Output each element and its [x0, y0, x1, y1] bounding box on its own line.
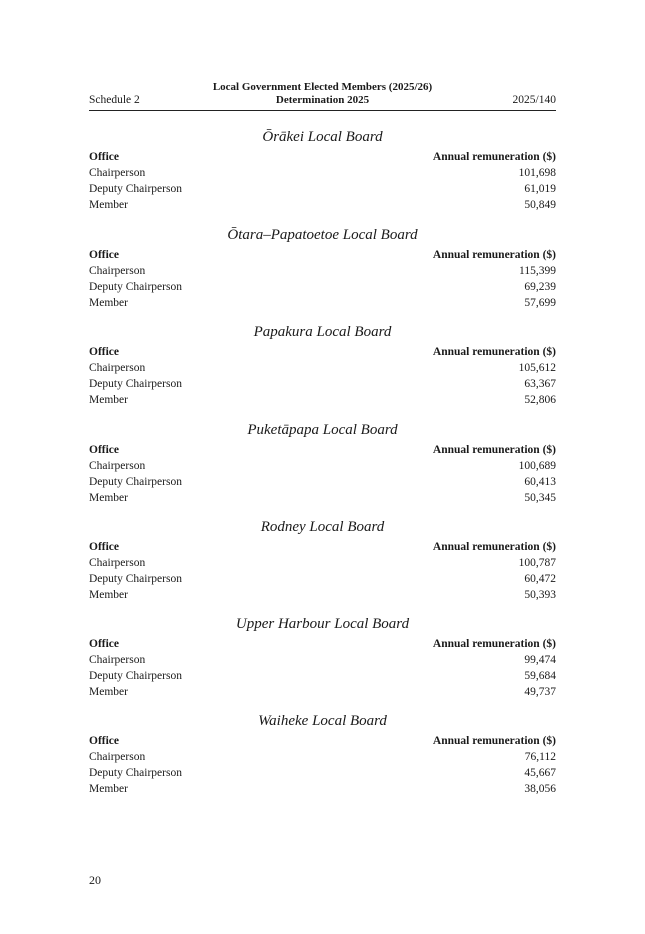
office-cell: Deputy Chairperson [89, 767, 182, 779]
remuneration-column-header: Annual remuneration ($) [432, 151, 556, 163]
board-title: Papakura Local Board [253, 324, 392, 340]
amount-cell: 50,393 [524, 589, 556, 601]
board-section [89, 711, 556, 797]
schedule-label: Schedule 2 [89, 94, 140, 106]
board-section [89, 322, 556, 408]
table-row [89, 295, 556, 311]
page-number: 20 [89, 873, 101, 887]
document-title [89, 81, 556, 107]
office-cell: Chairperson [89, 460, 146, 472]
table-row [89, 555, 556, 571]
office-column-header: Office [89, 249, 120, 261]
table-row [89, 360, 556, 376]
board-title: Rodney Local Board [260, 519, 385, 535]
table-header [89, 247, 556, 263]
remuneration-column-header: Annual remuneration ($) [432, 249, 556, 261]
amount-cell: 105,612 [518, 362, 556, 374]
office-cell: Deputy Chairperson [89, 281, 182, 293]
board-section [89, 517, 556, 603]
office-column-header: Office [89, 735, 120, 747]
office-cell: Deputy Chairperson [89, 573, 182, 585]
office-column-header: Office [89, 541, 120, 553]
office-cell: Deputy Chairperson [89, 378, 182, 390]
table-header [89, 539, 556, 555]
office-cell: Member [89, 686, 128, 698]
table-row [89, 652, 556, 668]
office-cell: Deputy Chairperson [89, 183, 182, 195]
office-column-header: Office [89, 444, 120, 456]
amount-cell: 57,699 [524, 297, 556, 309]
table-row [89, 263, 556, 279]
office-column-header: Office [89, 638, 120, 650]
amount-cell: 38,056 [524, 783, 556, 795]
page-header [89, 80, 556, 111]
office-cell: Member [89, 297, 128, 309]
office-cell: Chairperson [89, 654, 146, 666]
table-row [89, 474, 556, 490]
amount-cell: 99,474 [524, 654, 556, 666]
remuneration-column-header: Annual remuneration ($) [432, 346, 556, 358]
office-cell: Member [89, 783, 128, 795]
remuneration-column-header: Annual remuneration ($) [432, 735, 556, 747]
document-title-line1: Local Government Elected Members (2025/26) [212, 81, 433, 93]
office-column-header: Office [89, 346, 120, 358]
table-row [89, 765, 556, 781]
amount-cell: 45,667 [524, 767, 556, 779]
amount-cell: 60,472 [524, 573, 556, 585]
board-title: Ōrākei Local Board [262, 129, 383, 145]
amount-cell: 100,787 [518, 557, 556, 569]
table-row [89, 749, 556, 765]
amount-cell: 115,399 [519, 265, 556, 277]
amount-cell: 50,849 [524, 199, 556, 211]
office-cell: Chairperson [89, 265, 146, 277]
table-row [89, 165, 556, 181]
office-cell: Member [89, 492, 128, 504]
amount-cell: 69,239 [524, 281, 556, 293]
table-row [89, 181, 556, 197]
table-row [89, 571, 556, 587]
table-row [89, 684, 556, 700]
document-number: 2025/140 [512, 94, 556, 106]
office-cell: Member [89, 589, 128, 601]
table-row [89, 279, 556, 295]
table-header [89, 442, 556, 458]
board-title: Waiheke Local Board [258, 713, 387, 729]
amount-cell: 49,737 [524, 686, 556, 698]
table-row [89, 781, 556, 797]
table-header [89, 149, 556, 165]
board-title: Puketāpapa Local Board [247, 422, 398, 438]
office-cell: Member [89, 199, 128, 211]
amount-cell: 59,684 [524, 670, 556, 682]
board-section [89, 420, 556, 506]
remuneration-column-header: Annual remuneration ($) [432, 541, 556, 553]
amount-cell: 50,345 [524, 492, 556, 504]
office-cell: Member [89, 394, 128, 406]
amount-cell: 61,019 [524, 183, 556, 195]
table-header [89, 733, 556, 749]
office-cell: Chairperson [89, 362, 146, 374]
office-cell: Chairperson [89, 167, 146, 179]
amount-cell: 101,698 [518, 167, 556, 179]
board-title: Ōtara–Papatoetoe Local Board [227, 227, 418, 243]
table-header [89, 636, 556, 652]
table-row [89, 668, 556, 684]
document-title-line2: Determination 2025 [275, 94, 370, 106]
amount-cell: 100,689 [518, 460, 556, 472]
board-section [89, 225, 556, 311]
table-row [89, 392, 556, 408]
office-cell: Chairperson [89, 557, 146, 569]
amount-cell: 60,413 [524, 476, 556, 488]
board-section [89, 614, 556, 700]
table-row [89, 458, 556, 474]
table-header [89, 344, 556, 360]
table-row [89, 197, 556, 213]
office-column-header: Office [89, 151, 120, 163]
office-cell: Deputy Chairperson [89, 476, 182, 488]
amount-cell: 76,112 [524, 751, 556, 763]
board-title: Upper Harbour Local Board [235, 616, 410, 632]
office-cell: Deputy Chairperson [89, 670, 182, 682]
remuneration-column-header: Annual remuneration ($) [432, 444, 556, 456]
board-section [89, 127, 556, 213]
amount-cell: 52,806 [524, 394, 556, 406]
remuneration-column-header: Annual remuneration ($) [432, 638, 556, 650]
amount-cell: 63,367 [524, 378, 556, 390]
table-row [89, 587, 556, 603]
office-cell: Chairperson [89, 751, 146, 763]
table-row [89, 376, 556, 392]
table-row [89, 490, 556, 506]
